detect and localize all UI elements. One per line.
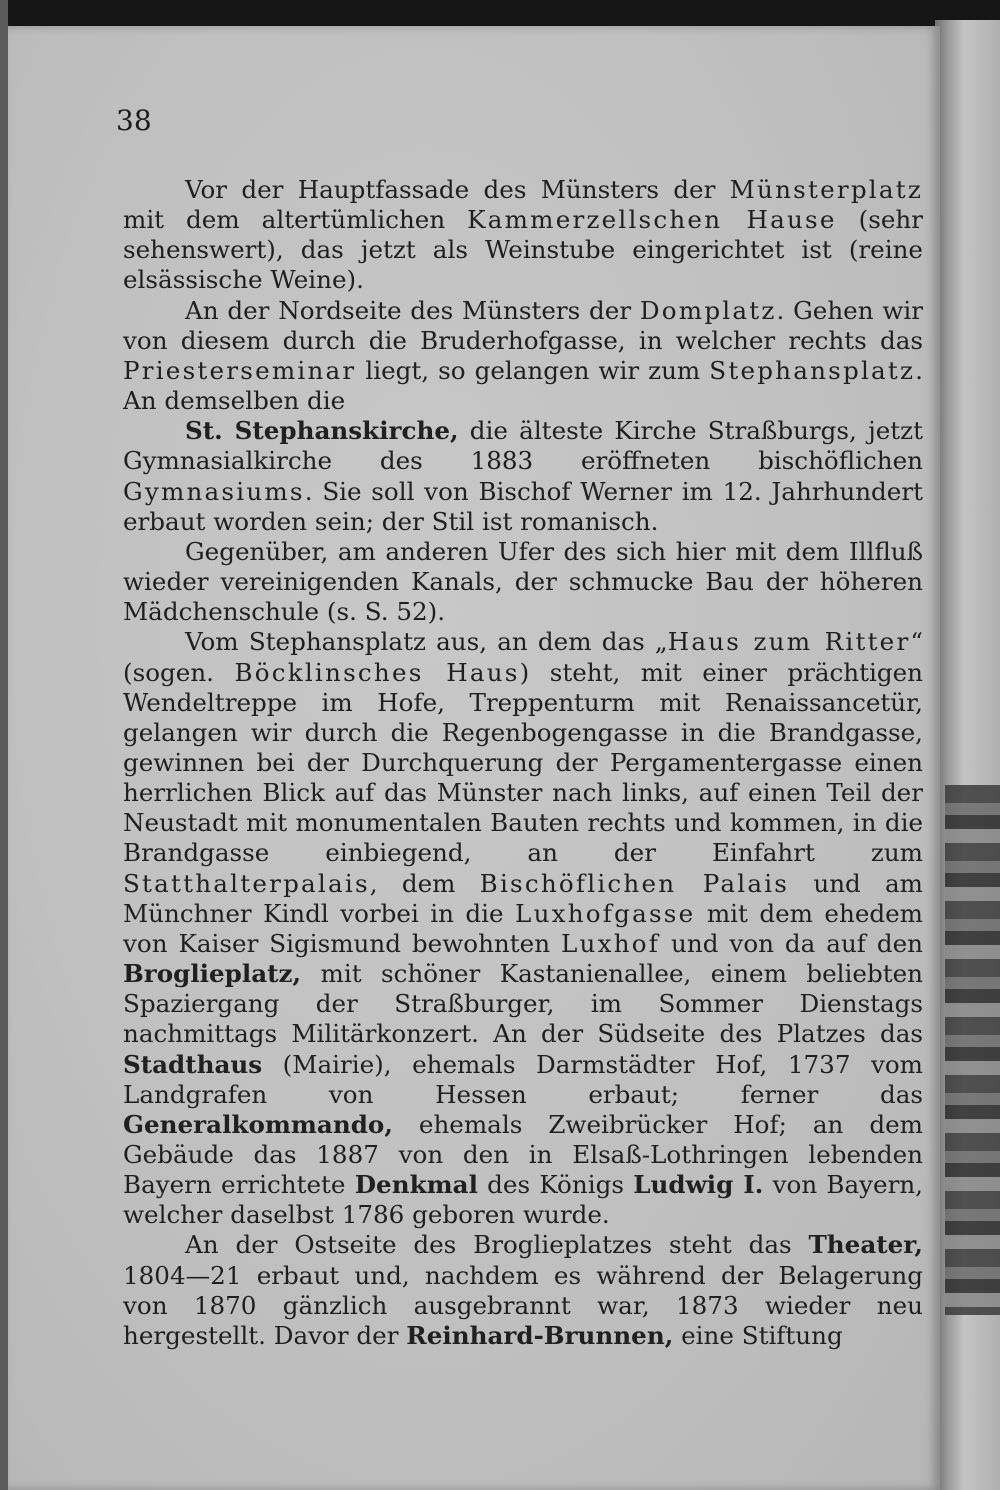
adjacent-page-photo: [945, 785, 1000, 1315]
text-run: . An demselben die: [123, 355, 923, 416]
spaced-term: Stephansplatz: [709, 355, 916, 385]
bold-term: Reinhard-Brunnen,: [406, 1320, 674, 1350]
spaced-term: Böcklinsches Haus: [234, 657, 520, 687]
text-run: mit schöner Kastanienallee, einem beliebten Spaziergang der Straßburger, im Sommer Dienstags nachmittags Militärkonzert. An der Südseite des Platzes das: [123, 959, 923, 1049]
spaced-term: Priesterseminar: [123, 355, 357, 385]
bold-term: Stadthaus: [123, 1049, 263, 1079]
bold-term: Denkmal: [354, 1170, 478, 1200]
paragraph-theater: [123, 1230, 923, 1351]
text-run: liegt, so gelangen wir zum: [356, 355, 710, 385]
paragraph-muensterplatz: [123, 175, 923, 296]
paragraph-domplatz: [123, 296, 923, 417]
text-run: “ (sogen.: [123, 627, 923, 687]
text-run: ) steht, mit einer prächtigen Wendeltreppe im Hofe, Treppenturm mit Renaissancetür, gelangen wir durch die Regenbogengasse in die Brandgasse, gewinnen bei der Durchquerung der Pergamentergasse einen herrlichen Blick auf das Münster nach links, auf einen Teil der Neustadt mit monumentalen Bauten rechts und kommen, in die Brandgasse einbiegend, an der Einfahrt zum: [123, 657, 923, 868]
spaced-term: Kammerzellschen Hause: [467, 205, 837, 235]
paragraph-broglieplatz: [123, 627, 923, 1230]
spaced-term: Domplatz: [639, 295, 777, 325]
bold-term: Broglieplatz,: [123, 959, 302, 989]
text-run: und am Münchner Kindl vorbei in die: [123, 868, 923, 928]
text-run: von Bayern, welcher daselbst 1786 geboren wurde.: [123, 1170, 924, 1230]
spaced-term: Haus zum Ritter: [667, 627, 911, 657]
page-number: 38: [116, 104, 152, 137]
text-run: . Gehen wir von diesem durch die Bruderhofgasse, in welcher rechts das: [123, 295, 923, 355]
paragraph-stephanskirche: [123, 416, 923, 537]
bold-term: Theater,: [808, 1230, 923, 1260]
spaced-term: Münsterplatz: [729, 175, 923, 204]
text-run: des Königs: [477, 1170, 634, 1200]
spaced-term: Luxhof: [561, 928, 661, 958]
bold-term: Generalkommando,: [123, 1109, 393, 1139]
spaced-term: Gymnasiums: [123, 476, 305, 506]
text-run: Gegenüber, am anderen Ufer des sich hier mit dem Illfluß wieder vereinigenden Kanals, der schmucke Bau der höheren Mädchenschule (s. S. 52).: [123, 536, 923, 627]
text-run: ehemals Zweibrücker Hof; an dem Gebäude das 1887 von den in Elsaß-Lothringen lebenden Bayern errichtete: [123, 1109, 923, 1200]
spaced-term: Luxhofgasse: [515, 898, 696, 928]
text-run: (Mairie), ehemals Darmstädter Hof, 1737 vom Landgrafen von Hessen erbaut; ferner das: [123, 1049, 923, 1109]
bold-term: St. Stephanskirche,: [185, 416, 459, 446]
text-run: Vor der Hauptfassade des Münsters der: [185, 175, 730, 204]
scan-top-border: [0, 0, 1000, 26]
text-run: und von da auf den: [660, 928, 923, 958]
text-run: mit dem altertümlichen: [123, 205, 468, 235]
paragraph-maedchenschule: [123, 537, 923, 627]
text-run: die älteste Kirche Straßburgs, jetzt Gymnasialkirche des 1883 eröffneten bischöflichen: [123, 416, 923, 476]
body-text: [123, 175, 923, 1351]
text-run: An der Ostseite des Broglieplatzes steht das: [185, 1230, 809, 1260]
text-run: 1804—21 erbaut und, nachdem es während der Belagerung von 1870 gänzlich ausgebrannt war, 1873 wieder neu hergestellt. Davor der: [123, 1260, 923, 1350]
text-run: mit dem ehedem von Kaiser Sigismund bewohnten: [123, 898, 924, 958]
spaced-term: Statthalterpalais: [123, 868, 370, 898]
text-run: An der Nordseite des Münsters der: [185, 295, 640, 325]
text-run: . Sie soll von Bischof Werner im 12. Jahrhundert erbaut worden sein; der Stil ist romanisch.: [123, 476, 923, 536]
text-run: Vom Stephansplatz aus, an dem das „: [185, 627, 668, 657]
bold-term: Ludwig I.: [633, 1170, 764, 1200]
text-run: eine Stiftung: [673, 1320, 843, 1350]
scan-left-border: [0, 0, 8, 1490]
spaced-term: Bischöflichen Palais: [479, 868, 790, 898]
text-run: (sehr sehenswert), das jetzt als Weinstube eingerichtet ist (reine elsässische Weine).: [123, 205, 923, 295]
text-run: , dem: [369, 868, 480, 898]
